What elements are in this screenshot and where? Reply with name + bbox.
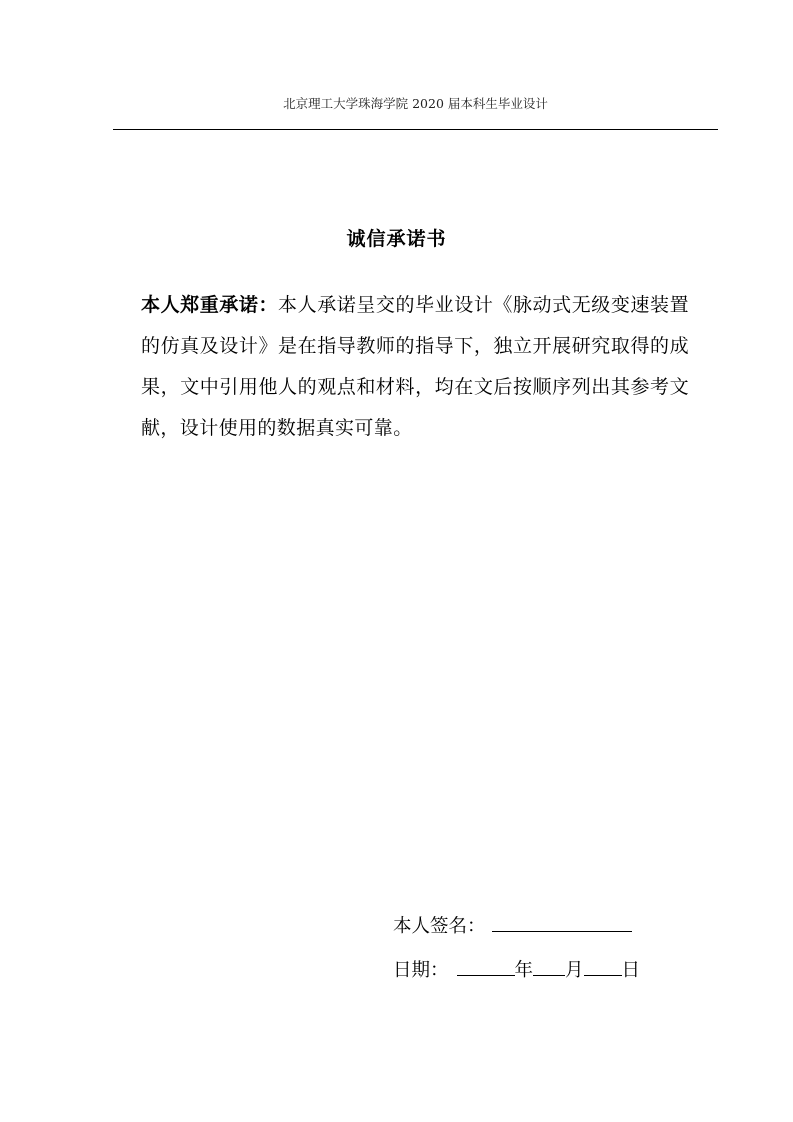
signature-line xyxy=(393,912,632,938)
day-label: 日 xyxy=(621,960,641,981)
year-blank xyxy=(457,957,515,976)
page-header: 北京理工大学珠海学院 2020 届本科生毕业设计 xyxy=(283,96,548,111)
document-title: 诚信承诺书 xyxy=(346,228,447,250)
signature-label: 本人签名： xyxy=(393,916,486,937)
date-line xyxy=(393,956,640,982)
month-blank xyxy=(533,957,565,976)
header-divider xyxy=(113,129,718,130)
day-blank xyxy=(584,957,622,976)
commitment-text: 本人承诺呈交的毕业设计《脉动式无级变速装置的仿真及设计》是在指导教师的指导下，独立开展研究取得的成果，文中引用他人的观点和材料，均在文后按顺序列出其参考文献，设计使用的数据真实可靠。 xyxy=(141,294,689,439)
commitment-lead: 本人郑重承诺： xyxy=(141,294,279,316)
month-label: 月 xyxy=(565,960,584,981)
commitment-paragraph xyxy=(141,285,689,449)
signature-blank xyxy=(492,913,632,932)
date-label: 日期： xyxy=(393,960,449,981)
year-label: 年 xyxy=(514,960,534,981)
